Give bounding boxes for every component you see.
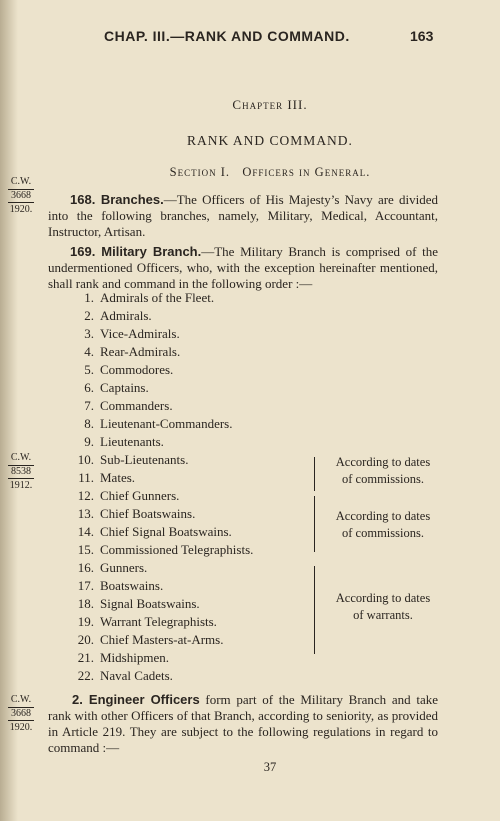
rank-list-item [64, 433, 253, 451]
rank-list-item [64, 469, 253, 487]
rank-name: Midshipmen. [100, 650, 169, 665]
rank-name: Captains. [100, 380, 149, 395]
brace-note [318, 454, 448, 488]
rank-list-item [64, 487, 253, 505]
rank-name: Chief Gunners. [100, 488, 180, 503]
rank-number: 9. [84, 434, 94, 449]
rank-number: 20. [77, 632, 94, 647]
rank-number: 4. [84, 344, 94, 359]
margin-note [2, 694, 40, 734]
rank-list-item [64, 289, 253, 307]
rank-number: 15. [77, 542, 94, 557]
rank-name: Rear-Admirals. [100, 344, 181, 359]
margin-note-label: C.W. [10, 694, 32, 705]
brace-note-line: of warrants. [353, 608, 413, 622]
margin-note-label: C.W. [10, 452, 32, 463]
rank-list-item [64, 397, 253, 415]
margin-note-year: 1912. [9, 480, 33, 491]
margin-note-ref: 8538 [8, 465, 34, 479]
article-168-text: —The Officers of His Majesty’s Navy are divided into the following branches, namely, Military, Medical, Accountant, Instructor, Artisan. [48, 192, 439, 239]
rank-name: Warrant Telegraphists. [100, 614, 217, 629]
margin-note-ref: 3668 [8, 707, 34, 721]
rank-list-item [64, 577, 253, 595]
rank-number: 2. [84, 308, 94, 323]
margin-note-year: 1920. [9, 722, 33, 733]
rank-name: Vice-Admirals. [100, 326, 180, 341]
chapter-label: Chapter III. [232, 97, 308, 112]
rank-list-item [64, 361, 253, 379]
rank-number: 8. [84, 416, 94, 431]
rank-list-item [64, 451, 253, 469]
rank-name: Admirals. [100, 308, 152, 323]
article-168-heading: 168. Branches. [70, 192, 164, 207]
margin-note-year: 1920. [9, 204, 33, 215]
rank-number: 16. [77, 560, 94, 575]
rank-list-item [64, 559, 253, 577]
rank-number: 6. [84, 380, 94, 395]
rank-name: Naval Cadets. [100, 668, 173, 683]
rank-number: 13. [77, 506, 94, 521]
section-heading: Section I. Officers in General. [169, 165, 371, 179]
rank-number: 7. [84, 398, 94, 413]
margin-note-ref: 3668 [8, 189, 34, 203]
rank-number: 14. [77, 524, 94, 539]
rank-name: Sub-Lieutenants. [100, 452, 189, 467]
rank-number: 18. [77, 596, 94, 611]
margin-note [2, 176, 40, 216]
brace-note [318, 590, 448, 624]
rank-name: Commanders. [100, 398, 173, 413]
article-169-heading: 169. Military Branch. [70, 244, 202, 259]
margin-note [2, 452, 40, 492]
rank-number: 21. [77, 650, 94, 665]
paragraph-2 [48, 692, 438, 756]
rank-list-item [64, 667, 253, 685]
rank-number: 10. [77, 452, 94, 467]
brace-note [318, 508, 448, 542]
rank-list-item [64, 595, 253, 613]
rank-name: Lieutenants. [100, 434, 164, 449]
rank-list-item [64, 325, 253, 343]
rank-name: Chief Signal Boatswains. [100, 524, 232, 539]
rank-number: 17. [77, 578, 94, 593]
rank-list-item [64, 523, 253, 541]
article-169-text: —The Military Branch is comprised of the undermentioned Officers, who, with the exception hereinafter mentioned, shall rank and command in the following order :— [48, 244, 438, 291]
rank-number: 3. [84, 326, 94, 341]
rank-number: 19. [77, 614, 94, 629]
rank-name: Mates. [100, 470, 136, 485]
running-header: CHAP. III.—RANK AND COMMAND. [104, 28, 350, 44]
brace-note-line: According to dates [335, 509, 431, 523]
rank-list-item [64, 415, 253, 433]
rank-name: Commodores. [100, 362, 174, 377]
footer-folio: 37 [263, 760, 277, 774]
paragraph-2-text: form part of the Military Branch and take rank with other Officers of that Branch, according to seniority, as provided in Article 219. They are subject to the following regulations in regard to command :— [48, 692, 438, 755]
rank-number: 22. [77, 668, 94, 683]
rank-name: Commissioned Telegraphists. [100, 542, 254, 557]
rank-number: 5. [84, 362, 94, 377]
rank-list-item [64, 613, 253, 631]
rank-list-item [64, 541, 253, 559]
rank-name: Chief Boatswains. [100, 506, 196, 521]
rank-name: Admirals of the Fleet. [100, 290, 215, 305]
rank-number: 11. [78, 470, 94, 485]
rank-list-item [64, 505, 253, 523]
brace-note-line: of commissions. [342, 526, 424, 540]
rank-list-item [64, 649, 253, 667]
rank-name: Lieutenant-Commanders. [100, 416, 233, 431]
article-169 [48, 244, 438, 292]
rank-list-item [64, 307, 253, 325]
rank-list-item [64, 379, 253, 397]
rank-name: Chief Masters-at-Arms. [100, 632, 224, 647]
page-number: 163 [410, 28, 434, 44]
rank-list-item [64, 343, 253, 361]
brace-note-line: According to dates [335, 455, 431, 469]
article-168 [48, 192, 438, 240]
rank-list [64, 289, 253, 685]
brace [314, 496, 315, 552]
rank-name: Signal Boatswains. [100, 596, 200, 611]
brace-note-line: of commissions. [342, 472, 424, 486]
rank-name: Gunners. [100, 560, 148, 575]
brace [314, 566, 315, 654]
paragraph-2-heading: 2. Engineer Officers [72, 692, 200, 707]
rank-number: 12. [77, 488, 94, 503]
margin-note-label: C.W. [10, 176, 32, 187]
rank-name: Boatswains. [100, 578, 164, 593]
rank-number: 1. [84, 290, 94, 305]
brace [314, 457, 315, 491]
chapter-title: RANK AND COMMAND. [187, 133, 353, 148]
brace-note-line: According to dates [335, 591, 431, 605]
rank-list-item [64, 631, 253, 649]
